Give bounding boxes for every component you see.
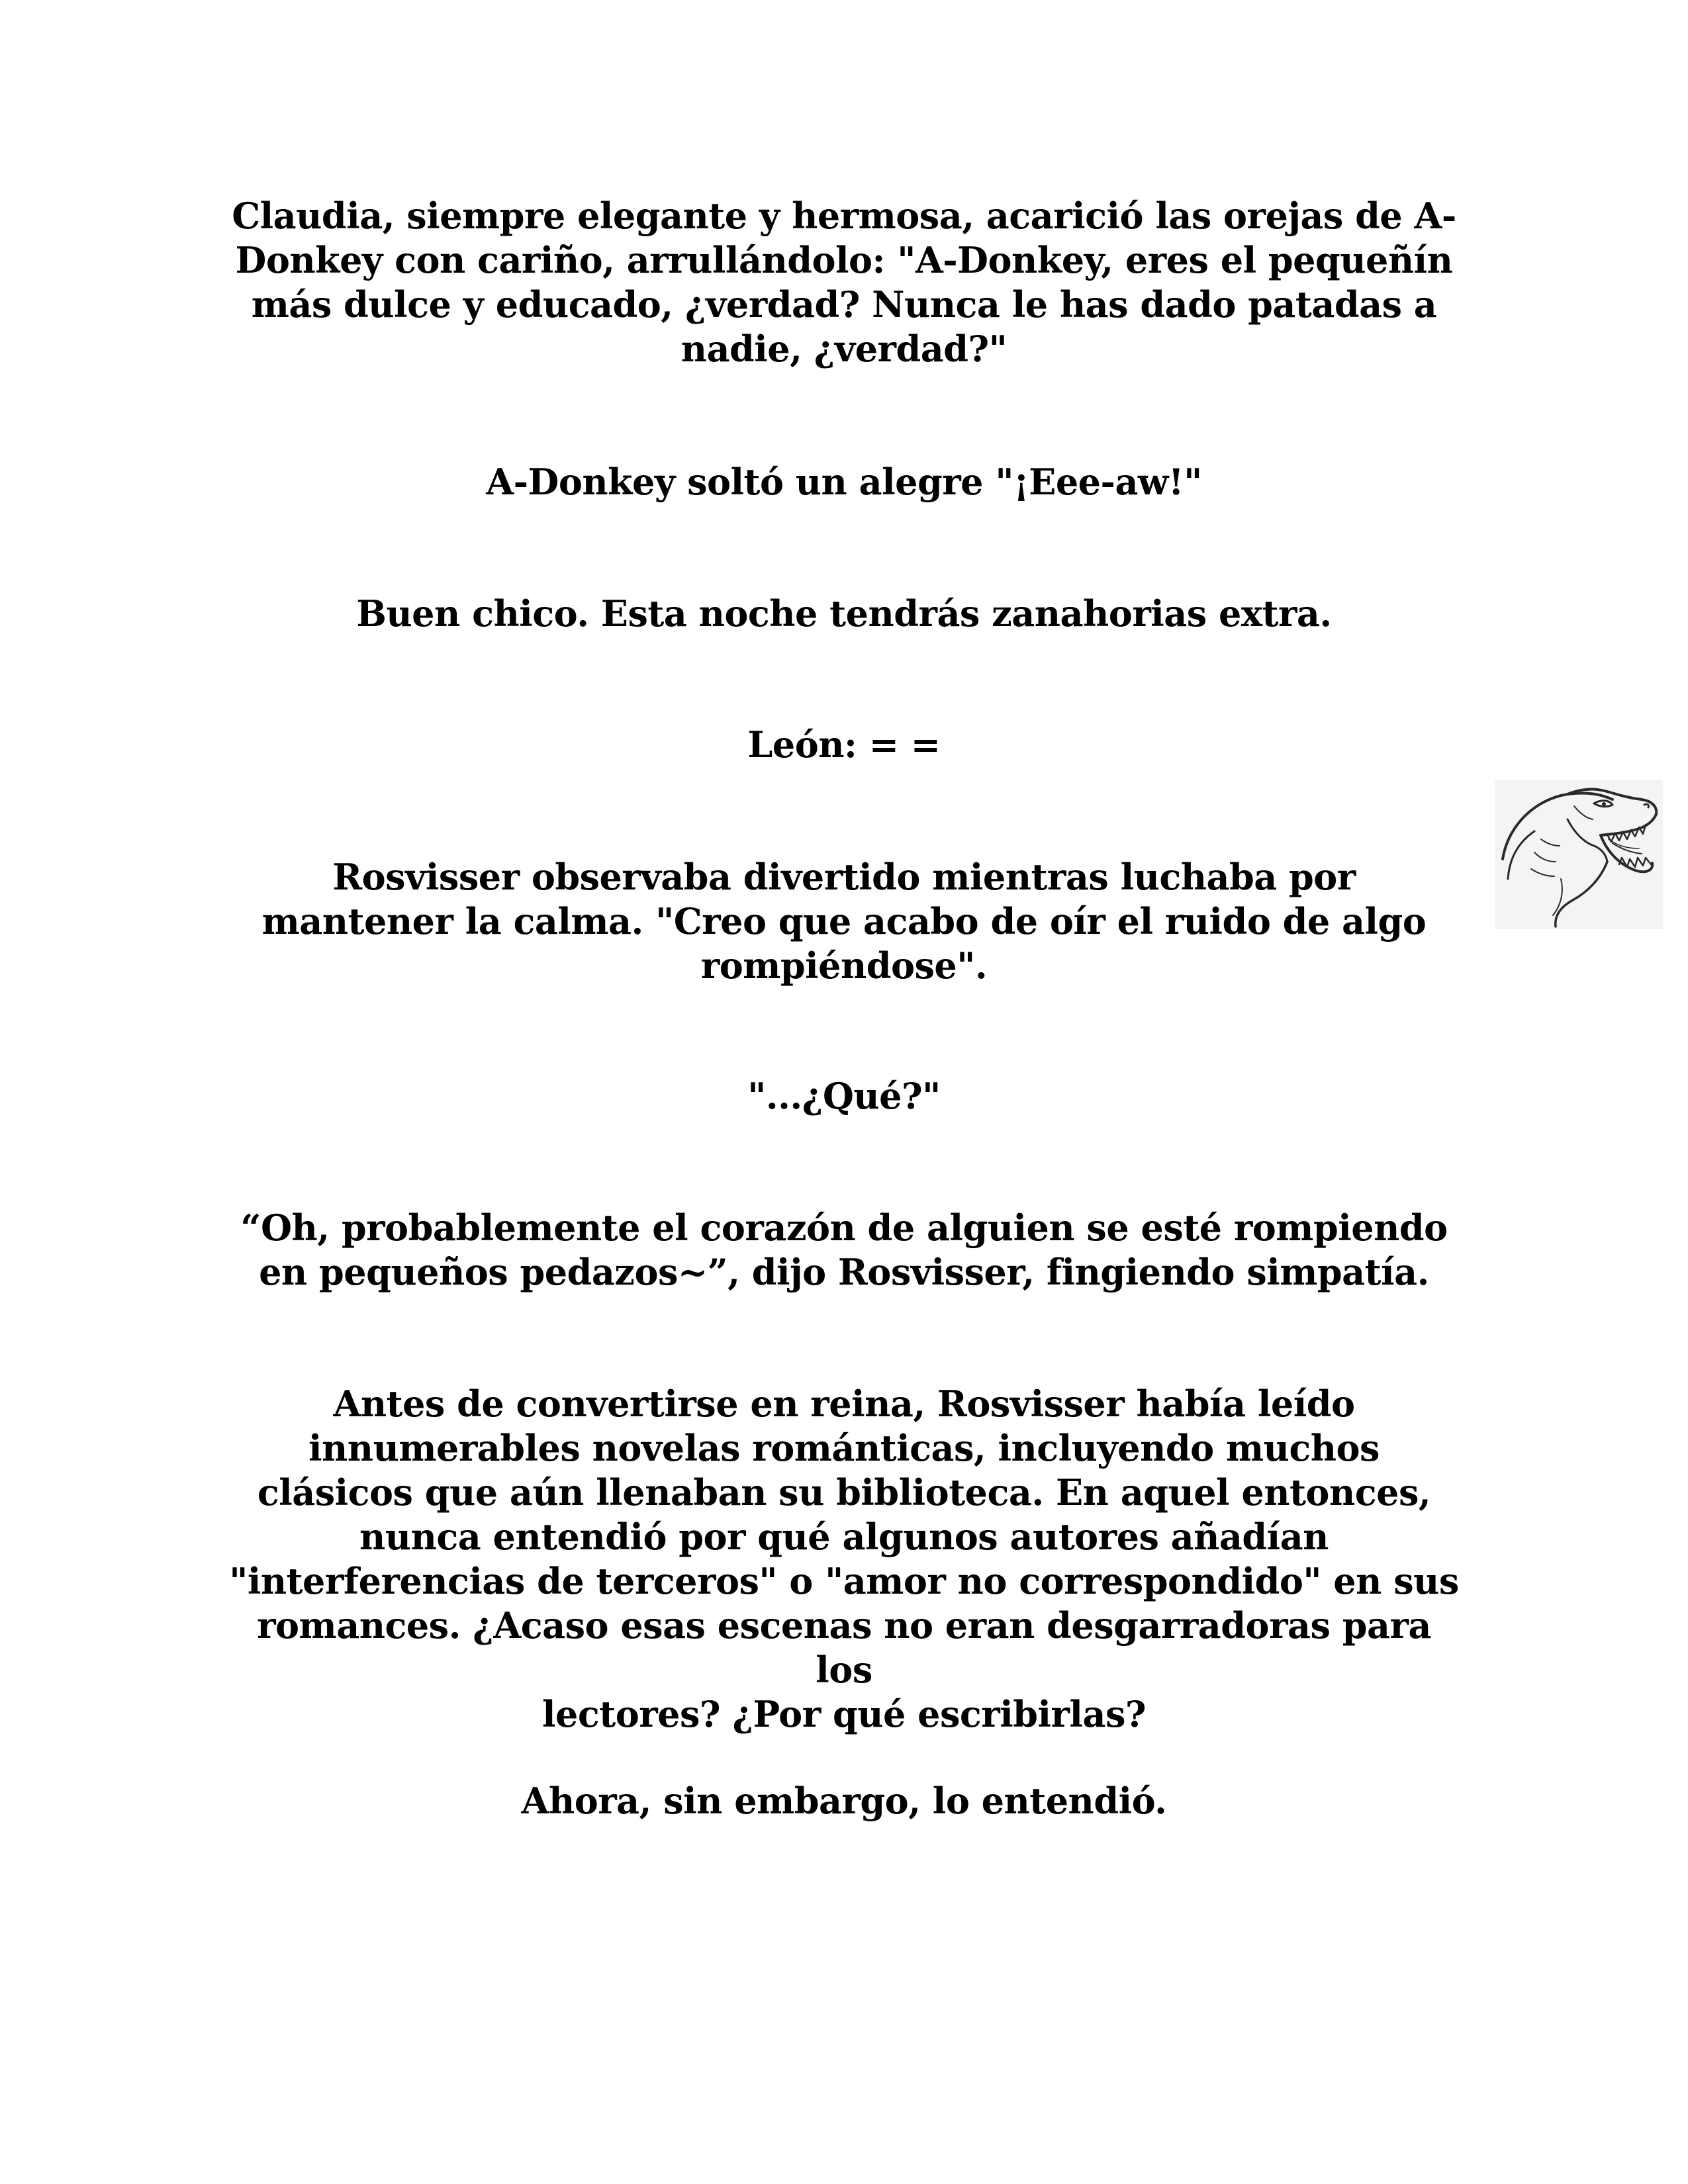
paragraph-7: “Oh, probablemente el corazón de alguien se esté rompiendo en pequeños pedazos~”, dijo Rosvisser, fingiendo simpatía. xyxy=(240,1206,1448,1293)
paragraph-6: "...¿Qué?" xyxy=(747,1075,941,1117)
paragraph-3: Buen chico. Esta noche tendrás zanahorias extra. xyxy=(356,592,1332,635)
paragraph-1: Claudia, siempre elegante y hermosa, acarició las orejas de A- Donkey con cariño, arrullándolo: "A-Donkey, eres el pequeñín más dulce y educado, ¿verdad? Nunca le has dado patadas a nadie, ¿verdad?" xyxy=(232,195,1456,370)
paragraph-9: Ahora, sin embargo, lo entendió. xyxy=(521,1780,1167,1822)
paragraph-2: A-Donkey soltó un alegre "¡Eee-aw!" xyxy=(486,461,1202,503)
paragraph-5: Rosvisser observaba divertido mientras luchaba por mantener la calma. "Creo que acabo de oír el ruido de algo rompiéndose". xyxy=(261,856,1427,987)
dinosaur-head-sketch-icon xyxy=(1495,780,1663,929)
paragraph-8: Antes de convertirse en reina, Rosvisser había leído innumerables novelas románticas, incluyendo muchos clásicos que aún llenaban su biblioteca. En aquel entonces, nunca entendió por qué algunos autores añadían "interferencias de terceros" o "amor no correspondido" en sus romances. ¿Acaso esas escenas no eran desgarradoras para los lectores? ¿Por qué escribirlas? xyxy=(229,1383,1459,1735)
paragraph-4: León: = = xyxy=(747,723,941,766)
